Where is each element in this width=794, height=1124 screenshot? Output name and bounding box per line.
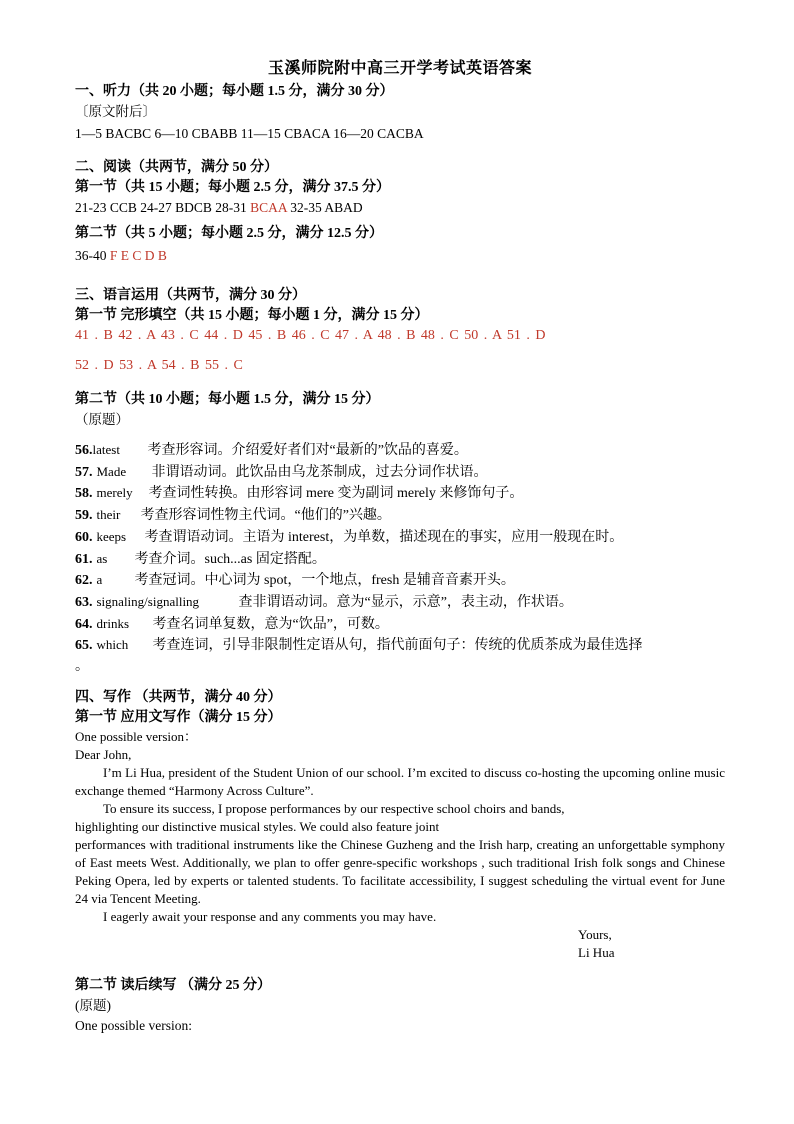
- language-part1-heading: 第一节 完形填空（共 15 小题；每小题 1 分，满分 15 分）: [75, 308, 429, 323]
- item-explanation: 查非谓语动词。意为“显示，示意”，表主动，作状语。: [238, 594, 573, 610]
- reading-part2-answers: [75, 246, 725, 266]
- item-number: 59.: [75, 508, 93, 524]
- item-number: 58.: [75, 486, 93, 502]
- listening-heading: 一、听力（共 20 小题；每小题 1.5 分，满分 30 分）: [75, 84, 394, 99]
- letter-paragraph-2-line-2: highlighting our distinctive musical styles. We could also feature joint: [75, 818, 440, 834]
- item-answer: drinks: [96, 615, 129, 631]
- writing-part1-heading: 第一节 应用文写作（满分 15 分）: [75, 709, 282, 725]
- language-part2-heading: 第二节（共 10 小题；每小题 1.5 分，满分 15 分）: [75, 392, 380, 407]
- item-number: 62.: [75, 573, 93, 589]
- item-answer: which: [96, 637, 129, 653]
- list-item: [75, 570, 725, 592]
- list-item: [75, 462, 725, 484]
- item-answer: Made: [96, 463, 127, 479]
- listening-answers: 1—5 BACBC 6—10 CBABB 11—15 CBACA 16—20 CACBA: [75, 126, 424, 141]
- list-item: [75, 527, 725, 549]
- list-item: [75, 483, 725, 505]
- letter-paragraph-2-rest: performances with traditional instruments like the Chinese Guzheng and the Irish harp, creating an unforgettable symphony of East meets West. Additionally, we plan to offer genre-specific workshops , such traditional Irish folk songs and Chinese Peking Opera, led by experts or talented students. To facilitate accessibility, I suggest scheduling the virtual event for June 24 via Tencent Meeting.: [75, 836, 725, 906]
- item-number: 63.: [75, 594, 93, 610]
- reading-part1-answers: [75, 198, 725, 218]
- item-number: 65.: [75, 638, 93, 654]
- reading-part1-answers-red: BCAA: [250, 200, 287, 215]
- item-explanation: 考查形容词。介绍爱好者们对“最新的”饮品的喜爱。: [147, 443, 468, 458]
- listening-note: 〔原文附后〕: [75, 104, 156, 119]
- item-explanation: 非谓语动词。此饮品由乌龙茶制成，过去分词作状语。: [151, 464, 488, 480]
- page-title: 玉溪师院附中高三开学考试英语答案: [267, 60, 532, 77]
- letter-paragraph-1: I’m Li Hua, president of the Student Union of our school. I’m excited to discuss co-hosting the upcoming online music exchange themed “Harmony Across Culture”.: [75, 764, 725, 798]
- item-answer: merely: [96, 485, 133, 501]
- list-item: [75, 549, 725, 571]
- list-item: [75, 614, 725, 636]
- item-explanation: 考查介词。such...as 固定搭配。: [134, 551, 326, 567]
- reading-heading: 二、阅读（共两节，满分 50 分）: [75, 160, 278, 175]
- greeting: Dear John,: [75, 746, 132, 762]
- item-65-tail: 。: [75, 659, 89, 675]
- writing-part2-heading: 第二节 读后续写 （满分 25 分）: [75, 977, 271, 993]
- item-explanation: 考查形容词性物主代词。“他们的”兴趣。: [140, 508, 391, 524]
- writing-part2-version: One possible version:: [75, 1017, 192, 1033]
- list-item: [75, 505, 725, 527]
- grammar-fill-list: [75, 440, 725, 678]
- reading-part1-heading: 第一节（共 15 小题；每小题 2.5 分，满分 37.5 分）: [75, 180, 390, 195]
- cloze-answers-row-1: 41 . B 42 . A 43 . C 44 . D 45 . B 46 . C 47 . A 48 . B 48 . C 50 . A 51 . D: [75, 328, 546, 343]
- item-answer: keeps: [96, 528, 127, 544]
- item-number: 64.: [75, 616, 93, 632]
- language-part2-note: （原题）: [75, 412, 129, 427]
- item-answer: their: [96, 507, 121, 523]
- item-number: 56.: [75, 443, 93, 458]
- answer-sheet: [75, 55, 725, 1036]
- reading-part1-answers-a: 21-23 CCB 24-27 BDCB 28-31: [75, 200, 251, 215]
- item-answer: as: [96, 550, 108, 566]
- item-answer: a: [96, 572, 103, 588]
- item-explanation: 考查词性转换。由形容词 mere 变为副词 merely 来修饰句子。: [148, 486, 524, 502]
- writing-heading: 四、写作 （共两节，满分 40 分）: [75, 689, 282, 705]
- letter-paragraph-3: I eagerly await your response and any comments you may have.: [103, 908, 437, 924]
- item-answer: latest: [92, 442, 120, 457]
- list-item: [75, 592, 725, 614]
- item-explanation: 考查谓语动词。主语为 interest，为单数，描述现在的事实，应用一般现在时。: [144, 529, 624, 545]
- list-item: [75, 635, 725, 657]
- reading-part2-prefix: 36-40: [75, 248, 110, 263]
- reading-part1-answers-b: 32-35 ABAD: [286, 200, 363, 215]
- reading-part2-heading: 第二节（共 5 小题；每小题 2.5 分，满分 12.5 分）: [75, 226, 383, 241]
- writing-part2-note: (原题): [75, 997, 111, 1013]
- item-number: 57.: [75, 464, 93, 480]
- version-label: One possible version：: [75, 728, 198, 744]
- cloze-answers-row-2: 52 . D 53 . A 54 . B 55 . C: [75, 358, 243, 373]
- list-item: [75, 440, 725, 462]
- sample-letter: [75, 728, 725, 962]
- item-explanation: 考查连词，引导非限制性定语从句，指代前面句子：传统的优质茶成为最佳选择: [152, 638, 643, 654]
- letter-signature: Li Hua: [578, 944, 615, 960]
- item-explanation: 考查冠词。中心词为 spot，一个地点，fresh 是辅音音素开头。: [134, 573, 515, 589]
- language-heading: 三、语言运用（共两节，满分 30 分）: [75, 288, 306, 303]
- letter-paragraph-2-line-1: To ensure its success, I propose performances by our respective school choirs and bands,: [103, 800, 565, 816]
- item-number: 60.: [75, 529, 93, 545]
- item-answer: signaling/signalling: [96, 593, 200, 609]
- item-explanation: 考查名词单复数，意为“饮品”，可数。: [152, 616, 389, 632]
- item-number: 61.: [75, 551, 93, 567]
- letter-closing: Yours,: [578, 926, 612, 942]
- reading-part2-red: F E C D B: [109, 248, 167, 263]
